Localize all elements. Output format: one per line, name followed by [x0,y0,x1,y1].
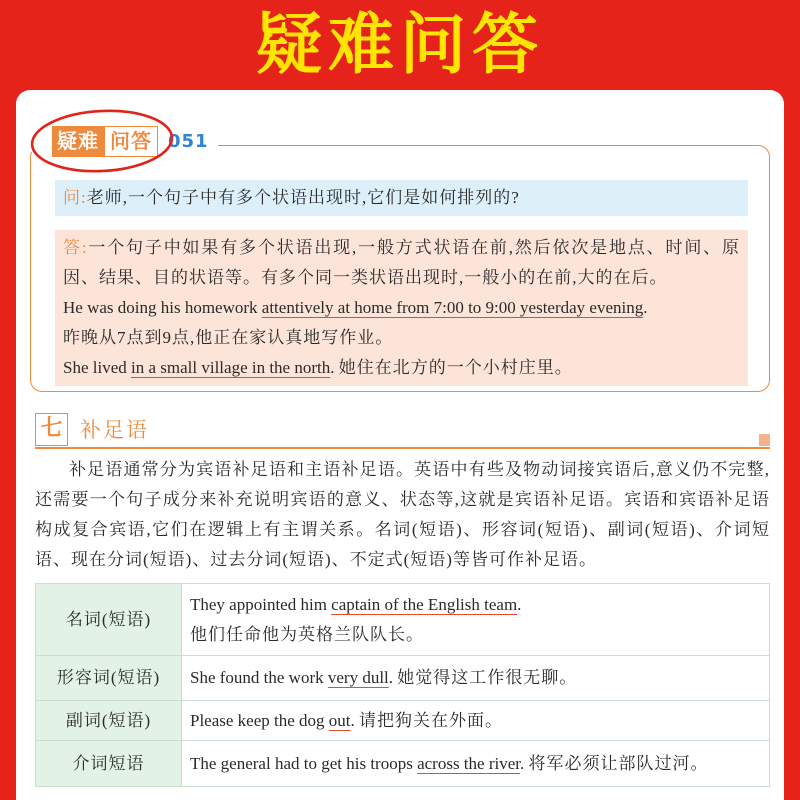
example-text: He was doing his homework [63,298,262,317]
question-strip [55,180,748,216]
example-underlined: captain of the English team [331,594,518,614]
example-text: The general had to get his troops [190,753,418,773]
example-text: . [519,753,529,773]
complement-table [35,583,770,787]
example-sentence [63,293,740,323]
example-underlined: across the river [417,753,520,773]
example-translation: 请把狗关在外面。 [359,710,504,730]
example-underlined: very dull [327,668,389,687]
section-title: 补足语 [80,418,149,442]
question-label: 问: [63,188,87,207]
example-text: She lived [63,358,131,377]
example-text: . [350,710,360,730]
table-row [36,584,770,656]
example-translation: 将军必须让部队过河。 [528,753,709,773]
page-panel [16,90,784,800]
table-row [36,701,770,741]
example-text: She found the work [190,668,328,687]
example-translation: 他们任命他为英格兰队队长。 [190,624,424,644]
section-square-decoration [759,434,770,446]
example-translation: 她住在北方的一个小村庄里。 [338,358,573,377]
example-underlined: out [328,710,351,730]
example-text: . [643,298,648,317]
answer-paragraph [63,233,740,293]
example-underlined: in a small village in the north [131,358,331,377]
badge-left-label: 疑难 [52,126,104,157]
question-text: 老师,一个句子中有多个状语出现时,它们是如何排列的? [86,188,520,207]
example-text: They appointed him [190,594,332,614]
example-translation: 昨晚从7点到9点,他正在家认真地写作业。 [63,328,394,347]
example-text: . [388,668,398,687]
answer-label: 答: [63,238,88,257]
table-row [36,656,770,701]
example-text: . [517,594,522,614]
table-category: 副词(短语) [36,701,182,741]
table-example [182,584,770,656]
answer-text: 一个句子中如果有多个状语出现,一般方式状语在前,然后依次是地点、时间、原因、结果、目的状语等。有多个同一类状语出现时,一般小的在前,大的在后。 [63,238,740,287]
example-text: Please keep the dog [190,710,329,730]
table-example [182,741,770,787]
table-category: 形容词(短语) [36,656,182,701]
hand-drawn-circle-icon [28,104,178,178]
table-row [36,741,770,787]
badge-number: 051 [168,131,209,152]
example-sentence [63,353,740,383]
section-divider [35,447,770,449]
table-example [182,656,770,701]
example-sentence [190,590,761,620]
section-number: 七 [35,413,68,446]
top-banner [0,0,800,90]
circle-stroke [31,107,174,174]
table-example [182,701,770,741]
table-category: 名词(短语) [36,584,182,656]
banner-title: 疑难问答 [256,6,544,83]
table-category: 介词短语 [36,741,182,787]
example-underlined: attentively at home from 7:00 to 9:00 yesterday evening [261,298,644,317]
badge-right-label: 问答 [104,126,158,157]
answer-box [55,230,748,386]
example-translation: 她觉得这工作很无聊。 [397,668,578,687]
example-text: . [330,358,339,377]
section-paragraph: 补足语通常分为宾语补足语和主语补足语。英语中有些及物动词接宾语后,意义仍不完整,还需要一个句子成分来补充说明宾语的意义、状态等,这就是宾语补足语。宾语和宾语补足语构成复合宾语,它们在逻辑上有主谓关系。名词(短语)、形容词(短语)、副词(短语)、介词短语、现在分词(短语)、过去分词(短语)、不定式(短语)等皆可作补足语。 [35,460,770,569]
